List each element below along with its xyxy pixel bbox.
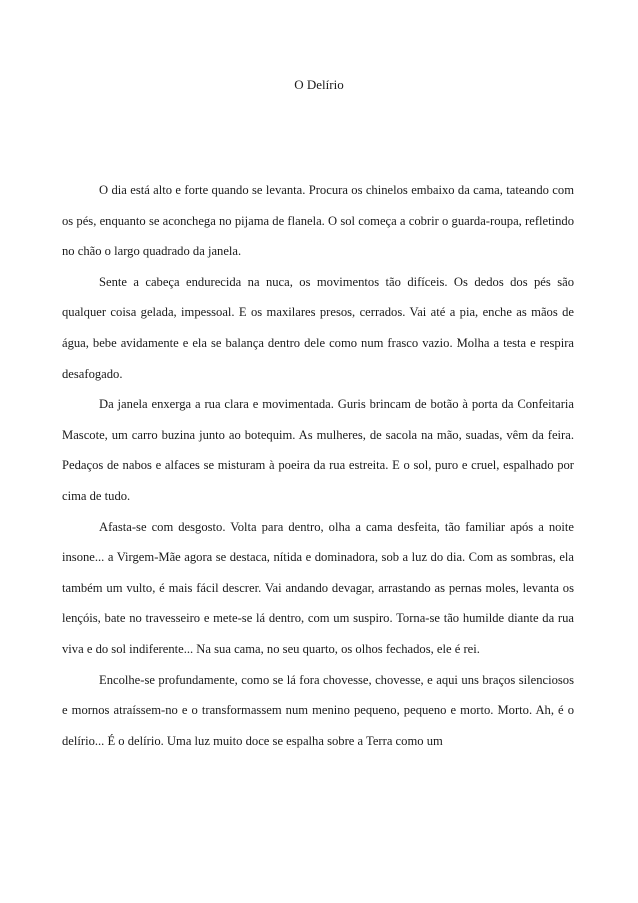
- paragraph-1: O dia está alto e forte quando se levanta. Procura os chinelos embaixo da cama, tateando com os pés, enquanto se aconchega no pijama de flanela. O sol começa a cobrir o guarda-roupa, refletindo no chão o largo quadrado da janela.: [62, 183, 574, 259]
- page-title: O Delírio: [294, 77, 344, 92]
- paragraph-2: Sente a cabeça endurecida na nuca, os movimentos tão difíceis. Os dedos dos pés são qualquer coisa gelada, impessoal. E os maxilares presos, cerrados. Vai até a pia, enche as mãos de água, bebe avidamente e ela se balança dentro dele como num frasco vazio. Molha a testa e respira desafogado.: [62, 274, 574, 381]
- body-text: [62, 175, 574, 756]
- paragraph-4: Afasta-se com desgosto. Volta para dentro, olha a cama desfeita, tão familiar após a noite insone... a Virgem-Mãe agora se destaca, nítida e dominadora, sob a luz do dia. Com as sombras, ela também um vulto, é mais fácil descrer. Vai andando devagar, arrastando as pernas moles, levanta os lençóis, bate no travesseiro e mete-se lá dentro, com um suspiro. Torna-se tão humilde diante da rua viva e do sol indiferente... Na sua cama, no seu quarto, os olhos fechados, ele é rei.: [62, 519, 574, 656]
- paragraph-5: Encolhe-se profundamente, como se lá fora chovesse, chovesse, e aqui uns braços silenciosos e mornos atraíssem-no e o transformassem num menino pequeno, pequeno e morto. Morto. Ah, é o delírio... É o delírio. Uma luz muito doce se espalha sobre a Terra como um: [62, 672, 574, 748]
- paragraph-3: Da janela enxerga a rua clara e movimentada. Guris brincam de botão à porta da Confeitaria Mascote, um carro buzina junto ao botequim. As mulheres, de sacola na mão, suadas, vêm da feira. Pedaços de nabos e alfaces se misturam à poeira da rua estreita. E o sol, puro e cruel, espalhado por cima de tudo.: [62, 397, 574, 503]
